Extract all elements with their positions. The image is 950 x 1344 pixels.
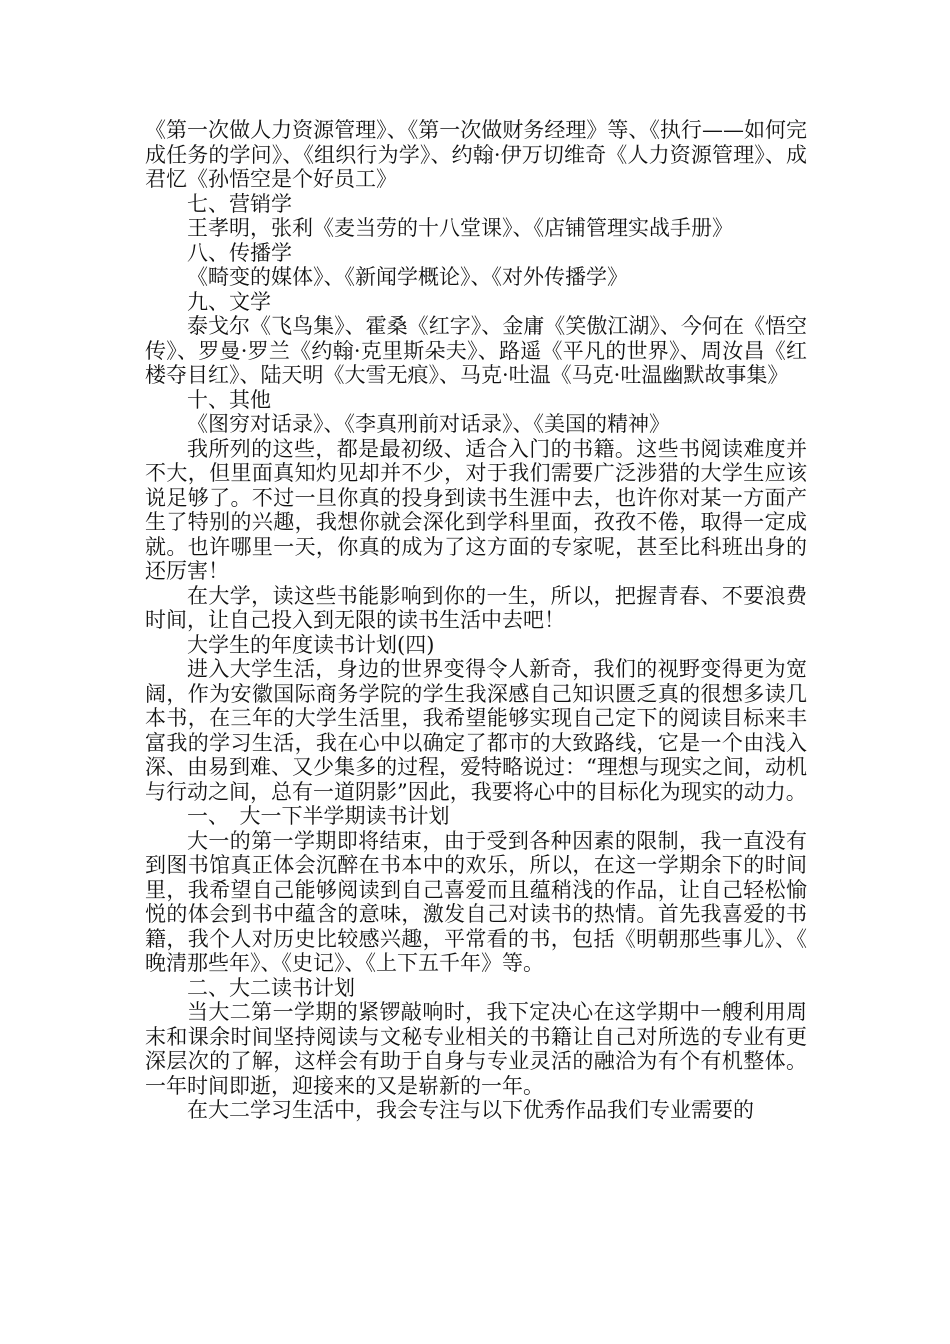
paragraph: 泰戈尔《飞鸟集》、霍桑《红字》、金庸《笑傲江湖》、今何在《悟空传》、罗曼·罗兰《约翰·克里斯朵夫》、路遥《平凡的世界》、周汝昌《红楼夺目红》、陆天明《大雪无痕》、马克·吐温《马克·吐温幽默故事集》 [145,314,807,387]
section-heading-other: 十、其他 [187,387,271,412]
document-body [145,118,807,1123]
paragraph: 在大学，读这些书能影响到你的一生，所以，把握青春、不要浪费时间，让自己投入到无限的读书生活中去吧！ [145,583,807,632]
section-heading-communication: 八、传播学 [187,240,292,265]
section-title-plan-four: 大学生的年度读书计划(四) [187,632,435,657]
paragraph: 《图穷对话录》、《李真刑前对话录》、《美国的精神》 [187,412,670,436]
section-heading-marketing: 七、营销学 [187,191,292,216]
paragraph: 进入大学生活，身边的世界变得令人新奇，我们的视野变得更为宽阔，作为安徽国际商务学院的学生我深感自己知识匮乏真的很想多读几本书，在三年的大学生活里，我希望能够实现自己定下的阅读目标来丰富我的学习生活，我在心中以确定了都市的大致路线，它是一个由浅入深、由易到难、又少集多的过程，爱特略说过：“理想与现实之间，动机与行动之间，总有一道阴影”因此，我要将心中的目标化为现实的动力。 [145,657,807,804]
section-heading-literature: 九、文学 [187,289,271,314]
section-heading-sophomore-plan: 二、大二读书计划 [187,975,355,1000]
paragraph: 大一的第一学期即将结束，由于受到各种因素的限制，我一直没有到图书馆真正体会沉醉在书本中的欢乐，所以，在这一学期余下的时间里，我希望自己能够阅读到自己喜爱而且蕴稍浅的作品，让自己轻松愉悦的体会到书中蕴含的意味，激发自己对读书的热情。首先我喜爱的书籍，我个人对历史比较感兴趣，平常看的书，包括《明朝那些事儿》、《晚清那些年》、《史记》、《上下五千年》等。 [145,828,807,975]
paragraph: 在大二学习生活中，我会专注与以下优秀作品我们专业需要的 [187,1098,754,1122]
section-heading-freshman-plan: 一、 大一下半学期读书计划 [187,804,450,828]
paragraph: 王孝明，张利《麦当劳的十八堂课》、《店铺管理实战手册》 [187,216,733,240]
paragraph: 《畸变的媒体》、《新闻学概论》、《对外传播学》 [187,265,628,289]
paragraph: 《第一次做人力资源管理》、《第一次做财务经理》等、《执行——如何完成任务的学问》、《组织行为学》、约翰·伊万切维奇《人力资源管理》、成君忆《孙悟空是个好员工》 [145,118,807,191]
paragraph: 当大二第一学期的紧锣敲响时，我下定决心在这学期中一艘利用周末和课余时间坚持阅读与文秘专业相关的书籍让自己对所选的专业有更深层次的了解，这样会有助于自身与专业灵活的融洽为有个有机整体。一年时间即逝，迎接来的又是崭新的一年。 [145,1000,807,1098]
paragraph: 我所列的这些，都是最初级、适合入门的书籍。这些书阅读难度并不大，但里面真知灼见却并不少，对于我们需要广泛涉猎的大学生应该说足够了。不过一旦你真的投身到读书生涯中去，也许你对某一方面产生了特别的兴趣，我想你就会深化到学科里面，孜孜不倦，取得一定成就。也许哪里一天，你真的成为了这方面的专家呢，甚至比科班出身的还厉害！ [145,436,807,583]
